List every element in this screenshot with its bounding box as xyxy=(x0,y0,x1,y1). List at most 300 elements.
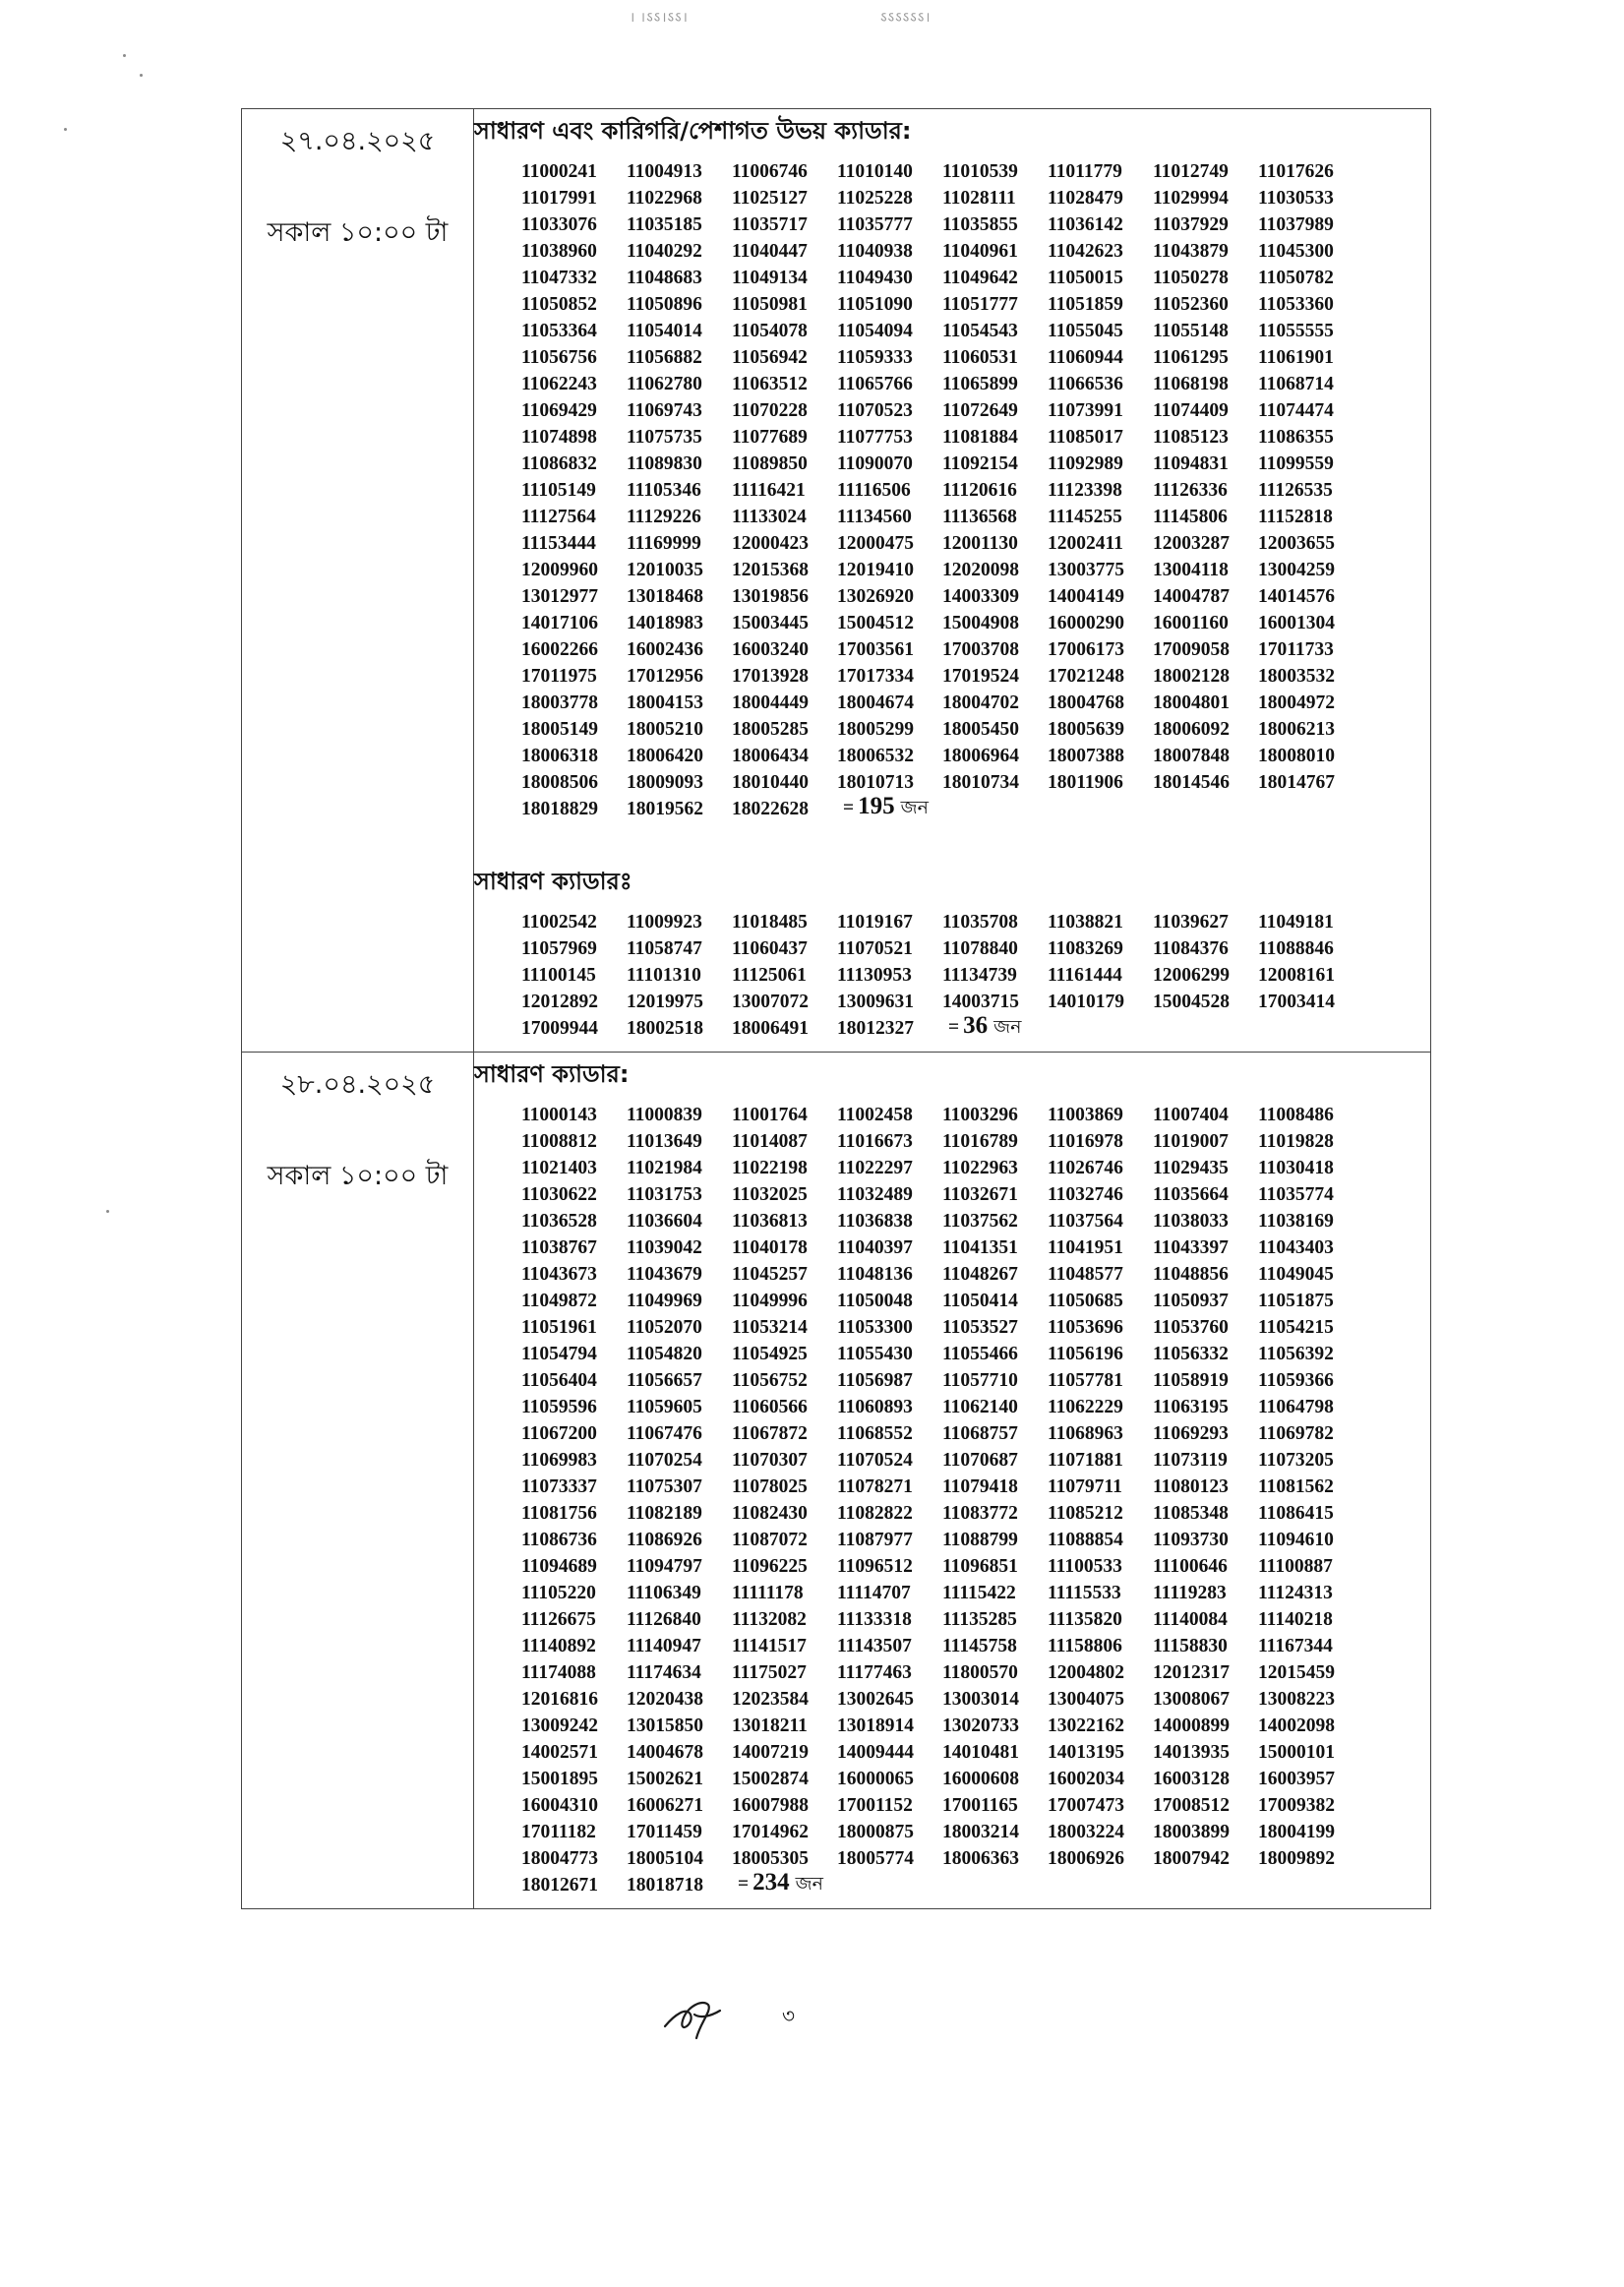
roll-row xyxy=(521,424,1430,451)
roll-number: 11115422 xyxy=(942,1582,1016,1603)
roll-number: 11100145 xyxy=(521,964,596,986)
roll-number: 13008067 xyxy=(1153,1688,1230,1710)
roll-number: 11068963 xyxy=(1048,1422,1123,1444)
roll-number: 12001130 xyxy=(942,532,1018,554)
roll-number: 11022297 xyxy=(837,1157,913,1178)
roll-number: 16007988 xyxy=(732,1794,809,1816)
roll-number: 18018829 xyxy=(521,798,598,819)
roll-number: 14004149 xyxy=(1048,585,1124,607)
roll-number: 11067200 xyxy=(521,1422,597,1444)
roll-row xyxy=(521,397,1430,424)
roll-number: 17001165 xyxy=(942,1794,1018,1816)
roll-number: 18003224 xyxy=(1048,1821,1124,1842)
roll-number: 11043679 xyxy=(627,1263,702,1285)
roll-number: 11004913 xyxy=(627,160,702,182)
roll-number: 11060944 xyxy=(1048,346,1123,368)
roll-number: 11054925 xyxy=(732,1343,808,1364)
roll-number: 11037989 xyxy=(1258,213,1334,235)
roll-number: 11106349 xyxy=(627,1582,701,1603)
roll-number: 11008812 xyxy=(521,1130,597,1152)
roll-number: 11133024 xyxy=(732,506,807,527)
roll-number: 13012977 xyxy=(521,585,598,607)
roll-row xyxy=(521,185,1430,211)
roll-number: 11078025 xyxy=(732,1475,808,1497)
roll-number: 11070687 xyxy=(942,1449,1018,1471)
roll-number: 11077689 xyxy=(732,426,808,448)
roll-number: 18008010 xyxy=(1258,745,1335,766)
roll-number: 11008486 xyxy=(1258,1104,1334,1125)
roll-number: 17012956 xyxy=(627,665,703,687)
roll-number: 11086926 xyxy=(627,1529,702,1550)
roll-number: 11053527 xyxy=(942,1316,1018,1338)
roll-number: 15004908 xyxy=(942,612,1019,633)
roll-number: 11096225 xyxy=(732,1555,808,1577)
roll-number: 16000608 xyxy=(942,1768,1019,1789)
roll-number: 11016789 xyxy=(942,1130,1018,1152)
roll-number: 11085123 xyxy=(1153,426,1229,448)
roll-number: 11038821 xyxy=(1048,911,1123,933)
roll-number: 13026920 xyxy=(837,585,914,607)
roll-number: 18000875 xyxy=(837,1821,914,1842)
roll-number: 11088846 xyxy=(1258,937,1334,959)
roll-number: 11075307 xyxy=(627,1475,702,1497)
roll-row xyxy=(521,1553,1430,1580)
roll-row xyxy=(521,1128,1430,1155)
roll-number: 11134560 xyxy=(837,506,912,527)
roll-number: 14003715 xyxy=(942,991,1019,1012)
roll-row xyxy=(521,211,1430,238)
cadre-group-title: সাধারণ ক্যাডারঃ xyxy=(474,868,632,895)
roll-number: 11089830 xyxy=(627,452,702,474)
roll-number: 18012327 xyxy=(837,1017,914,1039)
roll-number: 12019975 xyxy=(627,991,703,1012)
roll-number: 12000423 xyxy=(732,532,809,554)
roll-number: 17011459 xyxy=(627,1821,702,1842)
roll-number: 13015850 xyxy=(627,1715,703,1736)
roll-number: 11070307 xyxy=(732,1449,808,1471)
roll-number: 11054014 xyxy=(627,320,702,341)
roll-number: 11062229 xyxy=(1048,1396,1123,1417)
roll-number: 12023584 xyxy=(732,1688,809,1710)
roll-number: 18005285 xyxy=(732,718,809,740)
roll-number: 11083269 xyxy=(1048,937,1123,959)
roll-number: 11100533 xyxy=(1048,1555,1122,1577)
roll-row xyxy=(521,318,1430,344)
roll-number: 11040292 xyxy=(627,240,702,262)
roll-number: 11036813 xyxy=(732,1210,808,1232)
roll-number: 11050278 xyxy=(1153,267,1229,288)
roll-number: 11050896 xyxy=(627,293,702,315)
roll-number: 11056882 xyxy=(627,346,702,368)
roll-number: 11010140 xyxy=(837,160,913,182)
roll-number: 18003214 xyxy=(942,1821,1019,1842)
roll-number: 11057710 xyxy=(942,1369,1018,1391)
roll-row xyxy=(521,716,1430,743)
roll-number: 11056987 xyxy=(837,1369,913,1391)
roll-number: 18003778 xyxy=(521,692,598,713)
roll-number: 11079418 xyxy=(942,1475,1018,1497)
roll-number: 11056404 xyxy=(521,1369,597,1391)
roll-number: 11063195 xyxy=(1153,1396,1229,1417)
roll-number: 11049045 xyxy=(1258,1263,1334,1285)
roll-number: 11049134 xyxy=(732,267,808,288)
roll-number: 11056752 xyxy=(732,1369,808,1391)
roll-number: 11014087 xyxy=(732,1130,808,1152)
roll-number: 18010440 xyxy=(732,771,809,793)
roll-number: 18006318 xyxy=(521,745,598,766)
roll-row xyxy=(521,1766,1430,1792)
roll-number: 11043673 xyxy=(521,1263,597,1285)
roll-number: 18004972 xyxy=(1258,692,1335,713)
roll-number: 11158806 xyxy=(1048,1635,1122,1656)
roll-number: 16003240 xyxy=(732,638,809,660)
roll-number: 11088799 xyxy=(942,1529,1018,1550)
roll-number: 17003561 xyxy=(837,638,914,660)
roll-number: 11035717 xyxy=(732,213,808,235)
roll-number: 11036838 xyxy=(837,1210,913,1232)
roll-number: 11038960 xyxy=(521,240,597,262)
scan-artifact: ऽऽऽऽऽऽ। xyxy=(880,11,932,26)
roll-number: 11068552 xyxy=(837,1422,913,1444)
roll-number: 13004118 xyxy=(1153,559,1229,580)
roll-number: 12002411 xyxy=(1048,532,1123,554)
roll-number: 11048856 xyxy=(1153,1263,1229,1285)
roll-number: 11130953 xyxy=(837,964,912,986)
roll-number: 11080123 xyxy=(1153,1475,1229,1497)
scan-artifact: । ।ऽऽ।ऽऽ। xyxy=(630,11,689,26)
total-equals-sign: = xyxy=(738,1874,750,1895)
roll-row xyxy=(521,935,1430,962)
scan-speck xyxy=(140,74,143,77)
roll-number: 11134739 xyxy=(942,964,1017,986)
roll-number: 11084376 xyxy=(1153,937,1229,959)
roll-number: 12015459 xyxy=(1258,1661,1335,1683)
roll-number: 11049642 xyxy=(942,267,1018,288)
roll-row xyxy=(521,451,1430,477)
roll-number: 17017334 xyxy=(837,665,914,687)
roll-number: 16006271 xyxy=(627,1794,703,1816)
roll-number: 18002128 xyxy=(1153,665,1230,687)
roll-number: 11059366 xyxy=(1258,1369,1334,1391)
roll-number: 12020098 xyxy=(942,559,1019,580)
roll-number: 11018485 xyxy=(732,911,808,933)
roll-number: 11009923 xyxy=(627,911,702,933)
roll-number: 11045257 xyxy=(732,1263,808,1285)
roll-number: 11041351 xyxy=(942,1236,1018,1258)
roll-row xyxy=(521,1819,1430,1845)
roll-number: 11135285 xyxy=(942,1608,1017,1630)
roll-number: 11145255 xyxy=(1048,506,1122,527)
roll-number: 18006491 xyxy=(732,1017,809,1039)
roll-number: 15000101 xyxy=(1258,1741,1335,1763)
roll-number: 11083772 xyxy=(942,1502,1018,1524)
roll-row xyxy=(521,238,1430,265)
roll-number: 11031753 xyxy=(627,1183,702,1205)
roll-number: 13018914 xyxy=(837,1715,914,1736)
exam-schedule-table xyxy=(241,108,1431,1909)
roll-number: 11040178 xyxy=(732,1236,808,1258)
roll-number: 11048136 xyxy=(837,1263,913,1285)
roll-number: 14000899 xyxy=(1153,1715,1230,1736)
roll-number: 18004801 xyxy=(1153,692,1230,713)
roll-number: 11145758 xyxy=(942,1635,1017,1656)
roll-number: 13018468 xyxy=(627,585,703,607)
group-total xyxy=(948,1012,1021,1045)
roll-number: 16001304 xyxy=(1258,612,1335,633)
roll-number: 18004768 xyxy=(1048,692,1124,713)
roll-number: 11090070 xyxy=(837,452,913,474)
roll-number: 14004678 xyxy=(627,1741,703,1763)
roll-number: 15002874 xyxy=(732,1768,809,1789)
roll-number: 18005305 xyxy=(732,1847,809,1869)
roll-number: 11056196 xyxy=(1048,1343,1123,1364)
roll-number: 11017626 xyxy=(1258,160,1334,182)
roll-number: 16004310 xyxy=(521,1794,598,1816)
total-equals-sign: = xyxy=(948,1017,960,1038)
roll-number: 11068198 xyxy=(1153,373,1229,394)
roll-number: 13002645 xyxy=(837,1688,914,1710)
roll-number: 13018211 xyxy=(732,1715,808,1736)
total-count: 234 xyxy=(752,1869,790,1896)
roll-number: 11058747 xyxy=(627,937,702,959)
roll-row xyxy=(521,690,1430,716)
roll-number: 11043879 xyxy=(1153,240,1229,262)
roll-list-cell xyxy=(474,109,1431,1053)
roll-number: 11092154 xyxy=(942,452,1018,474)
scan-speck xyxy=(64,128,67,131)
roll-number: 11029994 xyxy=(1153,187,1229,209)
session-date-cell xyxy=(242,109,474,1053)
roll-number: 11065766 xyxy=(837,373,913,394)
roll-number: 11058919 xyxy=(1153,1369,1229,1391)
roll-row xyxy=(521,1208,1430,1234)
roll-number: 17003708 xyxy=(942,638,1019,660)
roll-list-cell xyxy=(474,1053,1431,1909)
roll-number: 11111178 xyxy=(732,1582,804,1603)
roll-row xyxy=(521,1474,1430,1500)
roll-number: 18012671 xyxy=(521,1874,598,1896)
roll-number: 11022963 xyxy=(942,1157,1018,1178)
roll-number: 17008512 xyxy=(1153,1794,1230,1816)
roll-number: 11056332 xyxy=(1153,1343,1229,1364)
roll-number: 18004773 xyxy=(521,1847,598,1869)
roll-number: 11028479 xyxy=(1048,187,1123,209)
roll-number: 12020438 xyxy=(627,1688,703,1710)
roll-number: 11129226 xyxy=(627,506,701,527)
roll-number: 11050015 xyxy=(1048,267,1123,288)
roll-number: 14007219 xyxy=(732,1741,809,1763)
roll-number: 11038033 xyxy=(1153,1210,1229,1232)
roll-number: 11050414 xyxy=(942,1290,1018,1311)
roll-number: 18014767 xyxy=(1258,771,1335,793)
roll-number: 11019828 xyxy=(1258,1130,1334,1152)
roll-number: 11126336 xyxy=(1153,479,1228,501)
roll-number: 17011182 xyxy=(521,1821,596,1842)
roll-number: 14004787 xyxy=(1153,585,1230,607)
roll-number: 11011779 xyxy=(1048,160,1122,182)
roll-number: 18007942 xyxy=(1153,1847,1230,1869)
roll-row xyxy=(521,663,1430,690)
roll-number: 18018718 xyxy=(627,1874,703,1896)
roll-row xyxy=(521,989,1430,1015)
roll-number: 11032489 xyxy=(837,1183,913,1205)
roll-number-grid xyxy=(474,909,1430,1042)
roll-number: 11056942 xyxy=(732,346,808,368)
roll-number: 11038767 xyxy=(521,1236,597,1258)
roll-number: 11135820 xyxy=(1048,1608,1122,1630)
roll-number: 11074409 xyxy=(1153,399,1229,421)
roll-number: 11169999 xyxy=(627,532,701,554)
roll-row xyxy=(521,1869,1430,1898)
roll-number: 11000143 xyxy=(521,1104,597,1125)
roll-row xyxy=(521,1341,1430,1367)
roll-number: 11078840 xyxy=(942,937,1018,959)
roll-number: 12012317 xyxy=(1153,1661,1230,1683)
roll-number: 18004449 xyxy=(732,692,809,713)
roll-number: 14017106 xyxy=(521,612,598,633)
roll-number: 11085017 xyxy=(1048,426,1123,448)
roll-number: 18005450 xyxy=(942,718,1019,740)
roll-row xyxy=(521,1314,1430,1341)
roll-number: 11006746 xyxy=(732,160,808,182)
roll-number: 11123398 xyxy=(1048,479,1122,501)
roll-row xyxy=(521,557,1430,583)
roll-row xyxy=(521,1713,1430,1739)
roll-number: 11054094 xyxy=(837,320,913,341)
roll-number: 15003445 xyxy=(732,612,809,633)
roll-number: 12010035 xyxy=(627,559,703,580)
roll-number: 11016673 xyxy=(837,1130,913,1152)
roll-number: 14010481 xyxy=(942,1741,1019,1763)
roll-number: 11050685 xyxy=(1048,1290,1123,1311)
roll-row xyxy=(521,1234,1430,1261)
roll-number: 11050048 xyxy=(837,1290,913,1311)
roll-number: 11054215 xyxy=(1258,1316,1334,1338)
roll-row xyxy=(521,793,1430,822)
cadre-group-title: সাধারণ ক্যাডার: xyxy=(474,1060,630,1088)
roll-number: 11022198 xyxy=(732,1157,808,1178)
session-row xyxy=(242,1053,1431,1909)
roll-row xyxy=(521,504,1430,530)
roll-number: 11060566 xyxy=(732,1396,808,1417)
roll-row xyxy=(521,610,1430,636)
roll-number: 11012749 xyxy=(1153,160,1229,182)
roll-number: 15002621 xyxy=(627,1768,703,1789)
roll-number: 11127564 xyxy=(521,506,596,527)
roll-number: 11060893 xyxy=(837,1396,913,1417)
roll-number: 11037929 xyxy=(1153,213,1229,235)
roll-number: 11087072 xyxy=(732,1529,808,1550)
roll-number: 18022628 xyxy=(732,798,809,819)
roll-number: 11043397 xyxy=(1153,1236,1229,1258)
roll-number: 11037562 xyxy=(942,1210,1018,1232)
roll-number: 11143507 xyxy=(837,1635,912,1656)
roll-number: 11086832 xyxy=(521,452,597,474)
roll-number: 18004702 xyxy=(942,692,1019,713)
roll-number: 18011906 xyxy=(1048,771,1123,793)
roll-number: 11002542 xyxy=(521,911,597,933)
roll-number: 11030418 xyxy=(1258,1157,1334,1178)
roll-number: 11081756 xyxy=(521,1502,597,1524)
roll-number: 13004075 xyxy=(1048,1688,1124,1710)
roll-row xyxy=(521,291,1430,318)
roll-number: 11055466 xyxy=(942,1343,1018,1364)
roll-number: 18019562 xyxy=(627,798,703,819)
roll-number: 11093730 xyxy=(1153,1529,1229,1550)
roll-row xyxy=(521,1527,1430,1553)
roll-number: 11079711 xyxy=(1048,1475,1122,1497)
roll-row xyxy=(521,1500,1430,1527)
roll-number: 11010539 xyxy=(942,160,1018,182)
roll-number: 17011975 xyxy=(521,665,597,687)
roll-number: 11096851 xyxy=(942,1555,1018,1577)
roll-number: 14003309 xyxy=(942,585,1019,607)
roll-number: 18003532 xyxy=(1258,665,1335,687)
roll-number: 13020733 xyxy=(942,1715,1019,1736)
roll-number: 11086355 xyxy=(1258,426,1334,448)
roll-number: 11096512 xyxy=(837,1555,913,1577)
roll-number: 11126840 xyxy=(627,1608,701,1630)
roll-number: 11153444 xyxy=(521,532,596,554)
roll-row xyxy=(521,1394,1430,1420)
roll-number: 18007388 xyxy=(1048,745,1124,766)
roll-number: 12008161 xyxy=(1258,964,1335,986)
roll-number: 11051090 xyxy=(837,293,913,315)
roll-number: 18006964 xyxy=(942,745,1019,766)
roll-number: 17013928 xyxy=(732,665,809,687)
roll-number: 12006299 xyxy=(1153,964,1230,986)
roll-number: 17007473 xyxy=(1048,1794,1124,1816)
session-date-cell xyxy=(242,1053,474,1909)
roll-number: 11019007 xyxy=(1153,1130,1229,1152)
roll-number: 18008506 xyxy=(521,771,598,793)
roll-number: 11086415 xyxy=(1258,1502,1334,1524)
roll-number: 11035708 xyxy=(942,911,1018,933)
roll-number: 11021984 xyxy=(627,1157,702,1178)
roll-number: 11094689 xyxy=(521,1555,597,1577)
roll-number: 11174634 xyxy=(627,1661,701,1683)
roll-number: 11059596 xyxy=(521,1396,597,1417)
roll-number: 11136568 xyxy=(942,506,1017,527)
roll-number: 11050937 xyxy=(1153,1290,1229,1311)
roll-number: 18006532 xyxy=(837,745,914,766)
session-row xyxy=(242,109,1431,1053)
roll-number: 11038169 xyxy=(1258,1210,1334,1232)
roll-row xyxy=(521,1102,1430,1128)
roll-number: 18005299 xyxy=(837,718,914,740)
roll-number: 11145806 xyxy=(1153,506,1228,527)
roll-number: 11086736 xyxy=(521,1529,597,1550)
cadre-group xyxy=(474,113,1430,822)
roll-number: 11035664 xyxy=(1153,1183,1229,1205)
roll-row xyxy=(521,1580,1430,1606)
roll-number: 11030533 xyxy=(1258,187,1334,209)
roll-number: 18005774 xyxy=(837,1847,914,1869)
roll-number: 13022162 xyxy=(1048,1715,1124,1736)
roll-number: 11073991 xyxy=(1048,399,1123,421)
roll-number: 11070521 xyxy=(837,937,913,959)
roll-number: 11051875 xyxy=(1258,1290,1334,1311)
roll-row xyxy=(521,1606,1430,1633)
roll-number: 11040961 xyxy=(942,240,1018,262)
roll-number: 11053760 xyxy=(1153,1316,1229,1338)
roll-number: 18004199 xyxy=(1258,1821,1335,1842)
roll-number: 11070523 xyxy=(837,399,913,421)
roll-row xyxy=(521,344,1430,371)
roll-number: 11116421 xyxy=(732,479,806,501)
roll-number: 11089850 xyxy=(732,452,808,474)
roll-number: 11094610 xyxy=(1258,1529,1334,1550)
